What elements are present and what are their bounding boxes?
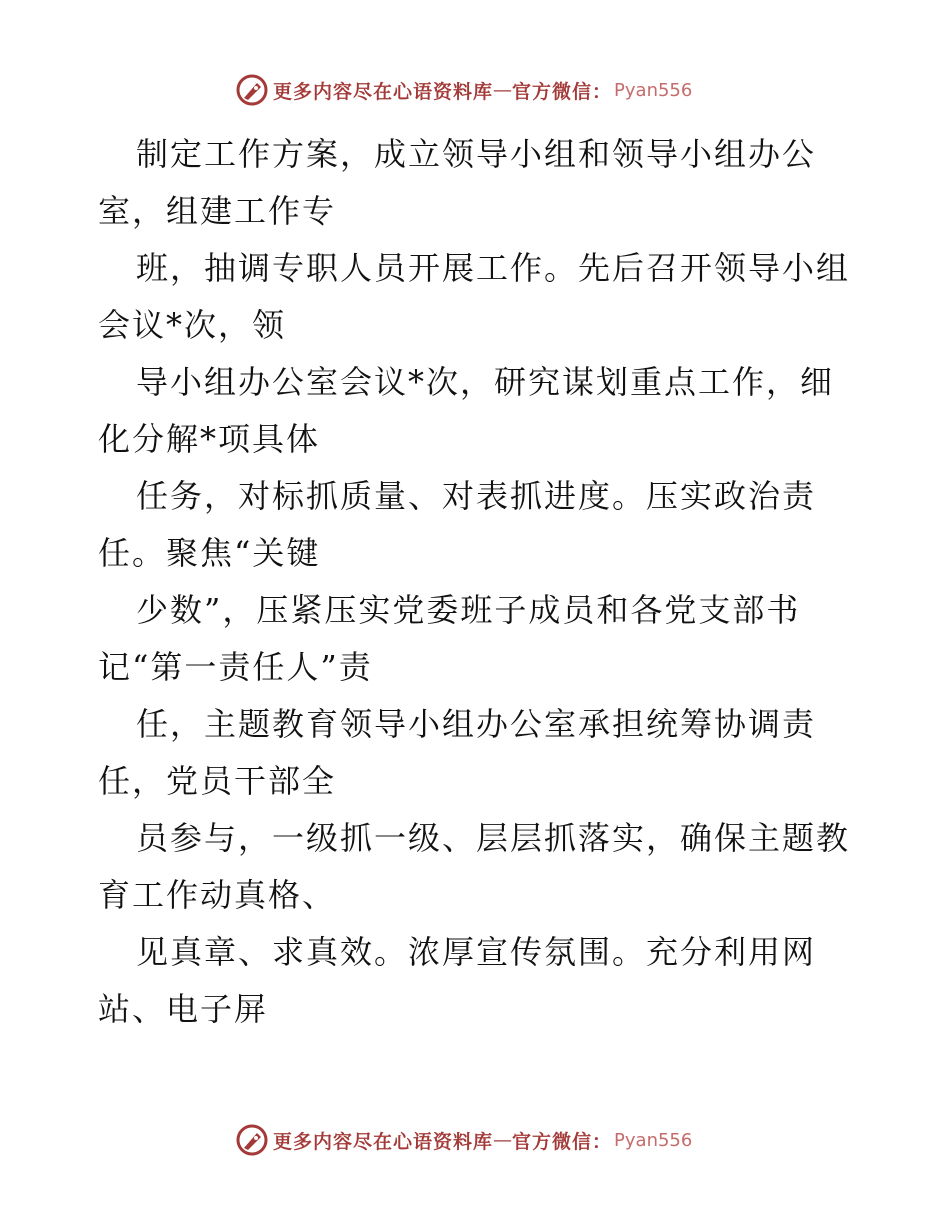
paragraph-line: 室，组建工作专 xyxy=(98,192,337,230)
watermark-text: 更多内容尽在心语资料库 xyxy=(273,1130,494,1153)
paragraph xyxy=(98,240,878,354)
watermark-text: 更多内容尽在心语资料库 xyxy=(273,80,494,103)
paragraph-line: 见真章、求真效。浓厚宣传氛围。充分利用网 xyxy=(136,933,817,971)
paragraph-line: 少数”，压紧压实党委班子成员和各党支部书 xyxy=(136,591,801,629)
paragraph xyxy=(98,696,878,810)
paragraph-line: 任，主题教育领导小组办公室承担统筹协调责 xyxy=(136,705,817,743)
watermark-wechat-id: Pyan556 xyxy=(614,1129,693,1151)
document-body xyxy=(98,126,878,1038)
paragraph-line: 员参与，一级抓一级、层层抓落实，确保主题教 xyxy=(136,819,851,857)
watermark-dash: — xyxy=(493,79,513,101)
paragraph-line: 任，党员干部全 xyxy=(98,762,337,800)
header-watermark xyxy=(235,70,692,110)
pen-nib-icon xyxy=(235,1123,269,1157)
paragraph xyxy=(98,354,878,468)
paragraph-line: 会议*次，领 xyxy=(98,306,287,344)
watermark-dash: — xyxy=(493,1129,513,1151)
paragraph-line: 导小组办公室会议*次，研究谋划重点工作，细 xyxy=(136,363,835,401)
paragraph-line: 化分解*项具体 xyxy=(98,420,321,458)
paragraph-line: 任。聚焦“关键 xyxy=(98,534,321,572)
paragraph xyxy=(98,924,878,1038)
paragraph-line: 制定工作方案，成立领导小组和领导小组办公 xyxy=(136,135,817,173)
watermark-wechat-label: 官方微信： xyxy=(512,80,613,103)
paragraph xyxy=(98,810,878,924)
footer-watermark xyxy=(235,1120,692,1160)
paragraph xyxy=(98,468,878,582)
watermark-wechat-label: 官方微信： xyxy=(512,1130,613,1153)
paragraph xyxy=(98,126,878,240)
paragraph-line: 育工作动真格、 xyxy=(98,876,337,914)
paragraph-line: 站、电子屏 xyxy=(98,990,269,1028)
paragraph xyxy=(98,582,878,696)
paragraph-line: 任务，对标抓质量、对表抓进度。压实政治责 xyxy=(136,477,817,515)
paragraph-line: 班，抽调专职人员开展工作。先后召开领导小组 xyxy=(136,249,851,287)
paragraph-line: 记“第一责任人”责 xyxy=(98,648,373,686)
pen-nib-icon xyxy=(235,73,269,107)
watermark-wechat-id: Pyan556 xyxy=(614,79,693,101)
